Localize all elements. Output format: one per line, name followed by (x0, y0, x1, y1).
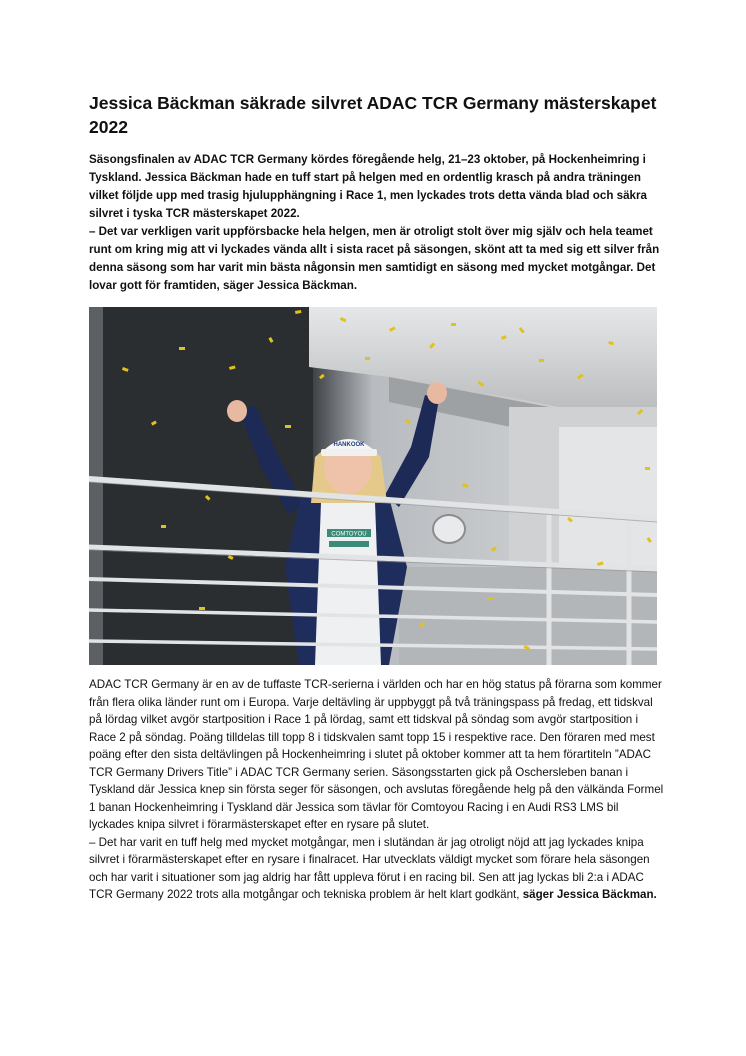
lead-quote: – Det var verkligen varit uppförsbacke hela helgen, men är otroligt stolt över mig själv och hela teamet runt om kring mig att vi lyckades vända allt i sista racet på säsongen, skönt att ta med sig ett silver från denna säsong som har varit min bästa någonsin men samtidigt en säsong med mycket motgångar. Det lovar gott för framtiden, säger Jessica Bäckman. (89, 225, 660, 292)
article-title: Jessica Bäckman säkrade silvret ADAC TCR Germany mästerskapet 2022 (89, 93, 657, 137)
closing-quote (89, 834, 664, 904)
suit-sponsor-text: COMTOYOU (331, 531, 367, 538)
closing-attribution: säger Jessica Bäckman. (522, 888, 657, 901)
article-body (89, 676, 664, 904)
body-paragraph: ADAC TCR Germany är en av de tuffaste TCR-serierna i världen och har en hög status på förarna som kommer från flera olika länder runt om i Europa. Varje deltävling är uppbyggt på två träningspass på fredag, ett tidskval på lördag vilket avgör startposition i Race 1 på lördag, samt ett tidskval på söndag som avgör startposition i Race 2 på söndag. Poäng tilldelas till topp 8 i tidskvalen samt topp 15 i respektive race. Den föraren med mest poäng efter den sista deltävlingen på Hockenheimring i slutet på oktober kommer att ta hem förartiteln ”ADAC TCR Germany Drivers Title” i ADAC TCR Germany serien. Säsongsstarten gick på Oschersleben banan i Tyskland där Jessica knep sin första seger för säsongen, och avslutas föregående helg på den välkända Formel 1 banan Hockenheimring i Tyskland där Jessica som tävlar för Comtoyou Racing i en Audi RS3 LMS bil lyckades knipa silvret i förarmästerskapet efter en rysare på slutet. (89, 678, 664, 831)
article-lead (89, 151, 664, 295)
lead-paragraph: Säsongsfinalen av ADAC TCR Germany kördes föregående helg, 21–23 oktober, på Hockenheimring i Tyskland. Jessica Bäckman hade en tuff start på helgen med en ordentlig krasch på andra träningen vilket följde upp med trasig hjulupphängning i Race 1, men lyckades trots detta vända blad och säkra silvret i tyska TCR mästerskapet 2022. (89, 153, 647, 220)
podium-photo-illustration (89, 307, 657, 665)
podium-photo (89, 307, 657, 665)
closing-quote-text: – Det har varit en tuff helg med mycket motgångar, men i slutändan är jag otroligt nöjd att jag lyckades knipa silvret i förarmästerskapet efter en rysare i finalracet. Har utvecklats väldigt mycket som förare hela säsongen och har varit i situationer som jag aldrig har fått uppleva förut i en racing bil. Sen att jag lyckas bli 2:a i ADAC TCR Germany 2022 trots alla motgångar och tekniska problem är helt klart godkänt, (89, 835, 650, 901)
cap-sponsor-text: HANKOOK (333, 442, 365, 448)
